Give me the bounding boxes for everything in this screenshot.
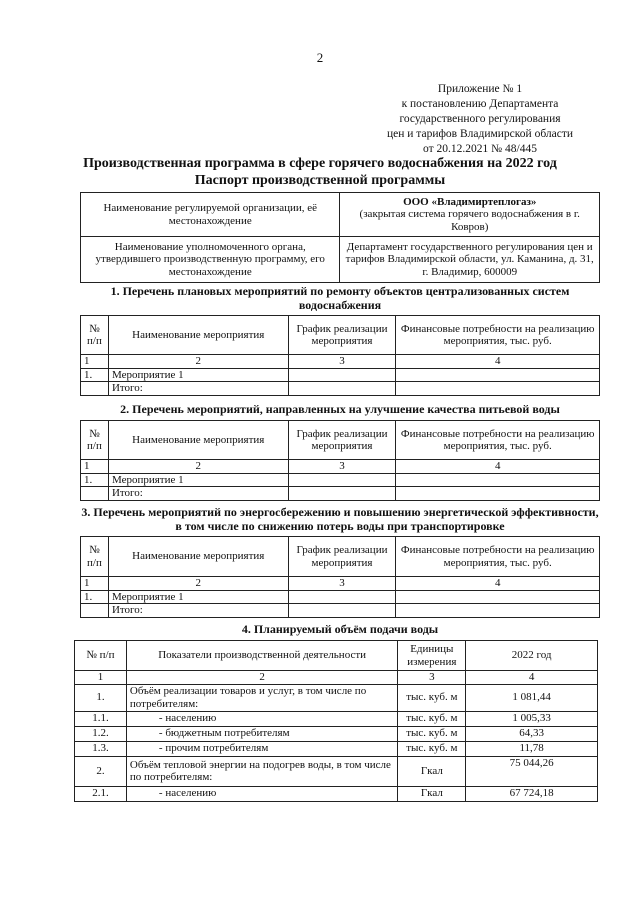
row-name: Мероприятие 1 bbox=[108, 368, 288, 382]
column-index-row bbox=[75, 671, 598, 685]
col-index: 2 bbox=[108, 355, 288, 369]
document-title bbox=[0, 155, 640, 189]
page-number: 2 bbox=[316, 50, 324, 65]
total-row bbox=[81, 487, 600, 501]
col-index: 4 bbox=[466, 671, 598, 685]
passport-value bbox=[340, 193, 600, 237]
total-label: Итого: bbox=[108, 487, 288, 501]
passport-table bbox=[80, 192, 600, 283]
col-index: 3 bbox=[288, 460, 396, 474]
row-value: 1 081,44 bbox=[466, 684, 598, 711]
row-unit: Гкал bbox=[398, 786, 466, 801]
col-index: 1 bbox=[81, 577, 109, 591]
col-index: 3 bbox=[288, 355, 396, 369]
measures-table bbox=[80, 536, 600, 618]
table-row bbox=[75, 756, 598, 786]
col-index: 1 bbox=[75, 671, 127, 685]
org-name: ООО «Владимиртеплогаз» bbox=[403, 195, 537, 208]
col-index: 4 bbox=[396, 460, 600, 474]
subtitle-line: Паспорт производственной программы bbox=[194, 173, 446, 188]
row-num: 1.3. bbox=[75, 741, 127, 756]
row-unit: тыс. куб. м bbox=[398, 726, 466, 741]
row-value: 1 005,33 bbox=[466, 711, 598, 726]
header-indicator: Показатели производственной деятельности bbox=[126, 641, 397, 671]
header-finance: Финансовые потребности на реализацию мероприятия, тыс. руб. bbox=[396, 537, 600, 577]
row-name: Мероприятие 1 bbox=[108, 590, 288, 604]
col-index: 2 bbox=[108, 460, 288, 474]
table-header-row bbox=[75, 641, 598, 671]
col-index: 4 bbox=[396, 355, 600, 369]
row-indicator: - бюджетным потребителям bbox=[126, 726, 397, 741]
row-num: 1.2. bbox=[75, 726, 127, 741]
section-title: 2. Перечень мероприятий, направленных на улучшение качества питьевой воды bbox=[120, 402, 560, 416]
appendix-line: от 20.12.2021 № 48/445 bbox=[423, 143, 537, 155]
row-num: 2.1. bbox=[75, 786, 127, 801]
table-row bbox=[75, 711, 598, 726]
total-row bbox=[81, 604, 600, 618]
col-index: 1 bbox=[81, 460, 109, 474]
measures-table bbox=[80, 420, 600, 501]
header-year: 2022 год bbox=[466, 641, 598, 671]
org-detail: (закрытая система горячего водоснабжения в г. Ковров) bbox=[359, 208, 580, 233]
header-schedule: График реализации мероприятия bbox=[288, 316, 396, 355]
row-indicator: Объём реализации товаров и услуг, в том числе по потребителям: bbox=[126, 684, 397, 711]
row-indicator: - населению bbox=[126, 711, 397, 726]
table-row bbox=[75, 786, 598, 801]
row-value: 75 044,26 bbox=[466, 756, 598, 786]
header-schedule: График реализации мероприятия bbox=[288, 421, 396, 460]
col-index: 2 bbox=[126, 671, 397, 685]
col-index: 3 bbox=[288, 577, 396, 591]
column-index-row bbox=[81, 577, 600, 591]
row-value: 11,78 bbox=[466, 741, 598, 756]
table-row bbox=[75, 741, 598, 756]
section-title: 4. Планируемый объём подачи воды bbox=[241, 622, 439, 636]
row-unit: Гкал bbox=[398, 756, 466, 786]
column-index-row bbox=[81, 355, 600, 369]
table-row bbox=[81, 473, 600, 487]
row-num: 2. bbox=[75, 756, 127, 786]
section-title: 3. Перечень мероприятий по энергосбережению и повышению энергетической эффективности, в том числе по снижению потерь воды при транспортировке bbox=[81, 505, 599, 533]
row-indicator: - прочим потребителям bbox=[126, 741, 397, 756]
row-value: 67 724,18 bbox=[466, 786, 598, 801]
volume-table bbox=[74, 640, 598, 802]
table-header-row bbox=[81, 421, 600, 460]
measures-table bbox=[80, 315, 600, 396]
col-index: 2 bbox=[108, 577, 288, 591]
total-label: Итого: bbox=[108, 382, 288, 396]
passport-value: Департамент государственного регулирования цен и тарифов Владимирской области, ул. Каманина, д. 31, г. Владимир, 600009 bbox=[340, 237, 600, 283]
table-header-row bbox=[81, 316, 600, 355]
appendix-line: к постановлению Департамента bbox=[401, 98, 559, 110]
table-row bbox=[81, 237, 600, 283]
row-num: 1.1. bbox=[75, 711, 127, 726]
appendix-line: цен и тарифов Владимирской области bbox=[386, 128, 574, 140]
table-row bbox=[81, 368, 600, 382]
row-value: 64,33 bbox=[466, 726, 598, 741]
col-index: 1 bbox=[81, 355, 109, 369]
table-header-row bbox=[81, 537, 600, 577]
table-row bbox=[81, 193, 600, 237]
column-index-row bbox=[81, 460, 600, 474]
total-label: Итого: bbox=[108, 604, 288, 618]
appendix-line: государственного регулирования bbox=[399, 113, 561, 125]
section-title: 1. Перечень плановых мероприятий по ремонту объектов централизованных систем водоснабжения bbox=[110, 284, 570, 312]
table-row bbox=[75, 726, 598, 741]
total-row bbox=[81, 382, 600, 396]
col-index: 3 bbox=[398, 671, 466, 685]
appendix-block bbox=[370, 82, 590, 157]
title-line: Производственная программа в сфере горячего водоснабжения на 2022 год bbox=[83, 156, 557, 171]
header-num: № п/п bbox=[81, 316, 109, 355]
table-row bbox=[75, 684, 598, 711]
header-num: № п/п bbox=[75, 641, 127, 671]
row-num: 1. bbox=[81, 590, 109, 604]
row-unit: тыс. куб. м bbox=[398, 711, 466, 726]
passport-label: Наименование уполномоченного органа, утвердившего производственную программу, его местонахождение bbox=[81, 237, 340, 283]
row-name: Мероприятие 1 bbox=[108, 473, 288, 487]
header-name: Наименование мероприятия bbox=[108, 316, 288, 355]
header-num: № п/п bbox=[81, 421, 109, 460]
row-num: 1. bbox=[81, 368, 109, 382]
row-unit: тыс. куб. м bbox=[398, 684, 466, 711]
row-num: 1. bbox=[75, 684, 127, 711]
header-finance: Финансовые потребности на реализацию мероприятия, тыс. руб. bbox=[396, 316, 600, 355]
passport-label: Наименование регулируемой организации, её местонахождение bbox=[81, 193, 340, 237]
header-name: Наименование мероприятия bbox=[108, 537, 288, 577]
col-index: 4 bbox=[396, 577, 600, 591]
header-schedule: График реализации мероприятия bbox=[288, 537, 396, 577]
appendix-line: Приложение № 1 bbox=[437, 83, 523, 95]
header-unit: Единицы измерения bbox=[398, 641, 466, 671]
table-row bbox=[81, 590, 600, 604]
row-indicator: Объём тепловой энергии на подогрев воды, в том числе по потребителям: bbox=[126, 756, 397, 786]
header-finance: Финансовые потребности на реализацию мероприятия, тыс. руб. bbox=[396, 421, 600, 460]
header-num: № п/п bbox=[81, 537, 109, 577]
row-unit: тыс. куб. м bbox=[398, 741, 466, 756]
header-name: Наименование мероприятия bbox=[108, 421, 288, 460]
row-num: 1. bbox=[81, 473, 109, 487]
row-indicator: - населению bbox=[126, 786, 397, 801]
